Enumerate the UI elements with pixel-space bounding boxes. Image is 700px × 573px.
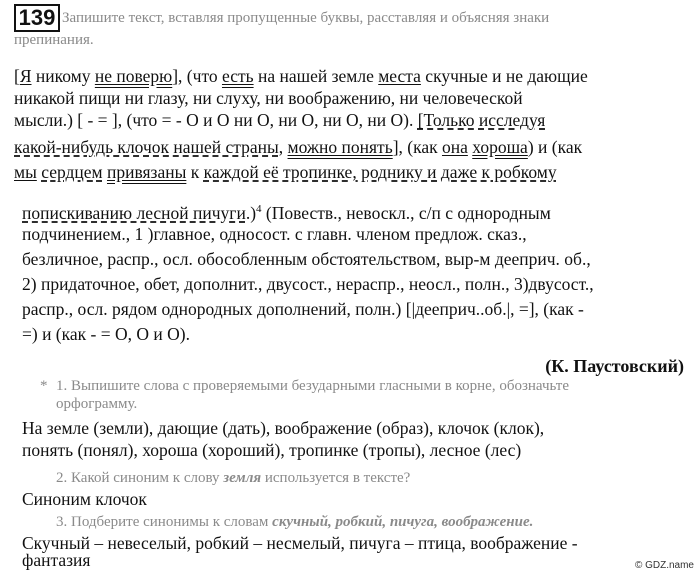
task-1-line-1: 1. Выпишите слова с проверяемыми безударными гласными в корне, обозначьте	[56, 378, 569, 394]
answer-1-line-2: понять (понял), хороша (хороший), тропинке (тропы), лесное (лес)	[22, 440, 522, 460]
exercise-number: 139	[14, 4, 60, 32]
answer-2: Синоним клочок	[22, 489, 147, 509]
source-author: (К. Паустовский)	[545, 356, 684, 376]
text-line-7: подчинением., 1 )главное, односост. с главн. членом предлож. сказ.,	[22, 224, 527, 244]
text-line-9: 2) придаточное, обет, дополнит., двусост., нераспр., неосл., полн., 3)двусост.,	[22, 274, 594, 294]
answer-1-line-1: На земле (земли), дающие (дать), воображение (образ), клочок (клок),	[22, 418, 545, 438]
text-line-4: какой-нибудь клочок нашей страны, можно понять], (как она хороша) и (как	[14, 137, 583, 157]
instruction-line-1: Запишите текст, вставляя пропущенные буквы, расставляя и объясняя знаки	[62, 10, 550, 26]
task-3: 3. Подберите синонимы к словам скучный, робкий, пичуга, воображение.	[56, 514, 534, 530]
text-line-8: безличное, распр., осл. обособленным обстоятельством, выр-м дееприч. об.,	[22, 249, 591, 269]
text-line-1: [Я никому не поверю], (что есть на нашей земле места скучные и не дающие	[14, 66, 588, 86]
task-1-line-2: орфограмму.	[56, 396, 138, 412]
task-1-marker: *	[40, 378, 48, 394]
text-line-6: попискиванию лесной пичуги.)$^4$ (Повеств., невоскл., с/п с однородным	[22, 202, 551, 223]
task-2: 2. Какой синоним к слову земля используется в тексте?	[56, 470, 411, 486]
text-line-11: =) и (как - = О, О и О).	[22, 324, 190, 344]
answer-3-line-1: Скучный – невеселый, робкий – несмелый, пичуга – птица, воображение -	[22, 533, 578, 553]
text-line-5: мы сердцем привязаны к каждой её тропинке, роднику и даже к робкому	[14, 162, 557, 182]
instruction-line-2: препинания.	[14, 32, 94, 48]
answer-3-line-2: фантазия	[22, 550, 91, 570]
text-line-3: мысли.) [ - = ], (что = - О и О ни О, ни О, ни О, ни О). [Только исследуя	[14, 110, 546, 130]
text-line-2: никакой пищи ни глазу, ни слуху, ни воображению, ни человеческой	[14, 88, 523, 108]
watermark: © GDZ.name	[634, 560, 694, 571]
text-line-10: распр., осл. рядом однородных дополнений, полн.) [|дееприч..об.|, =], (как -	[22, 299, 584, 319]
